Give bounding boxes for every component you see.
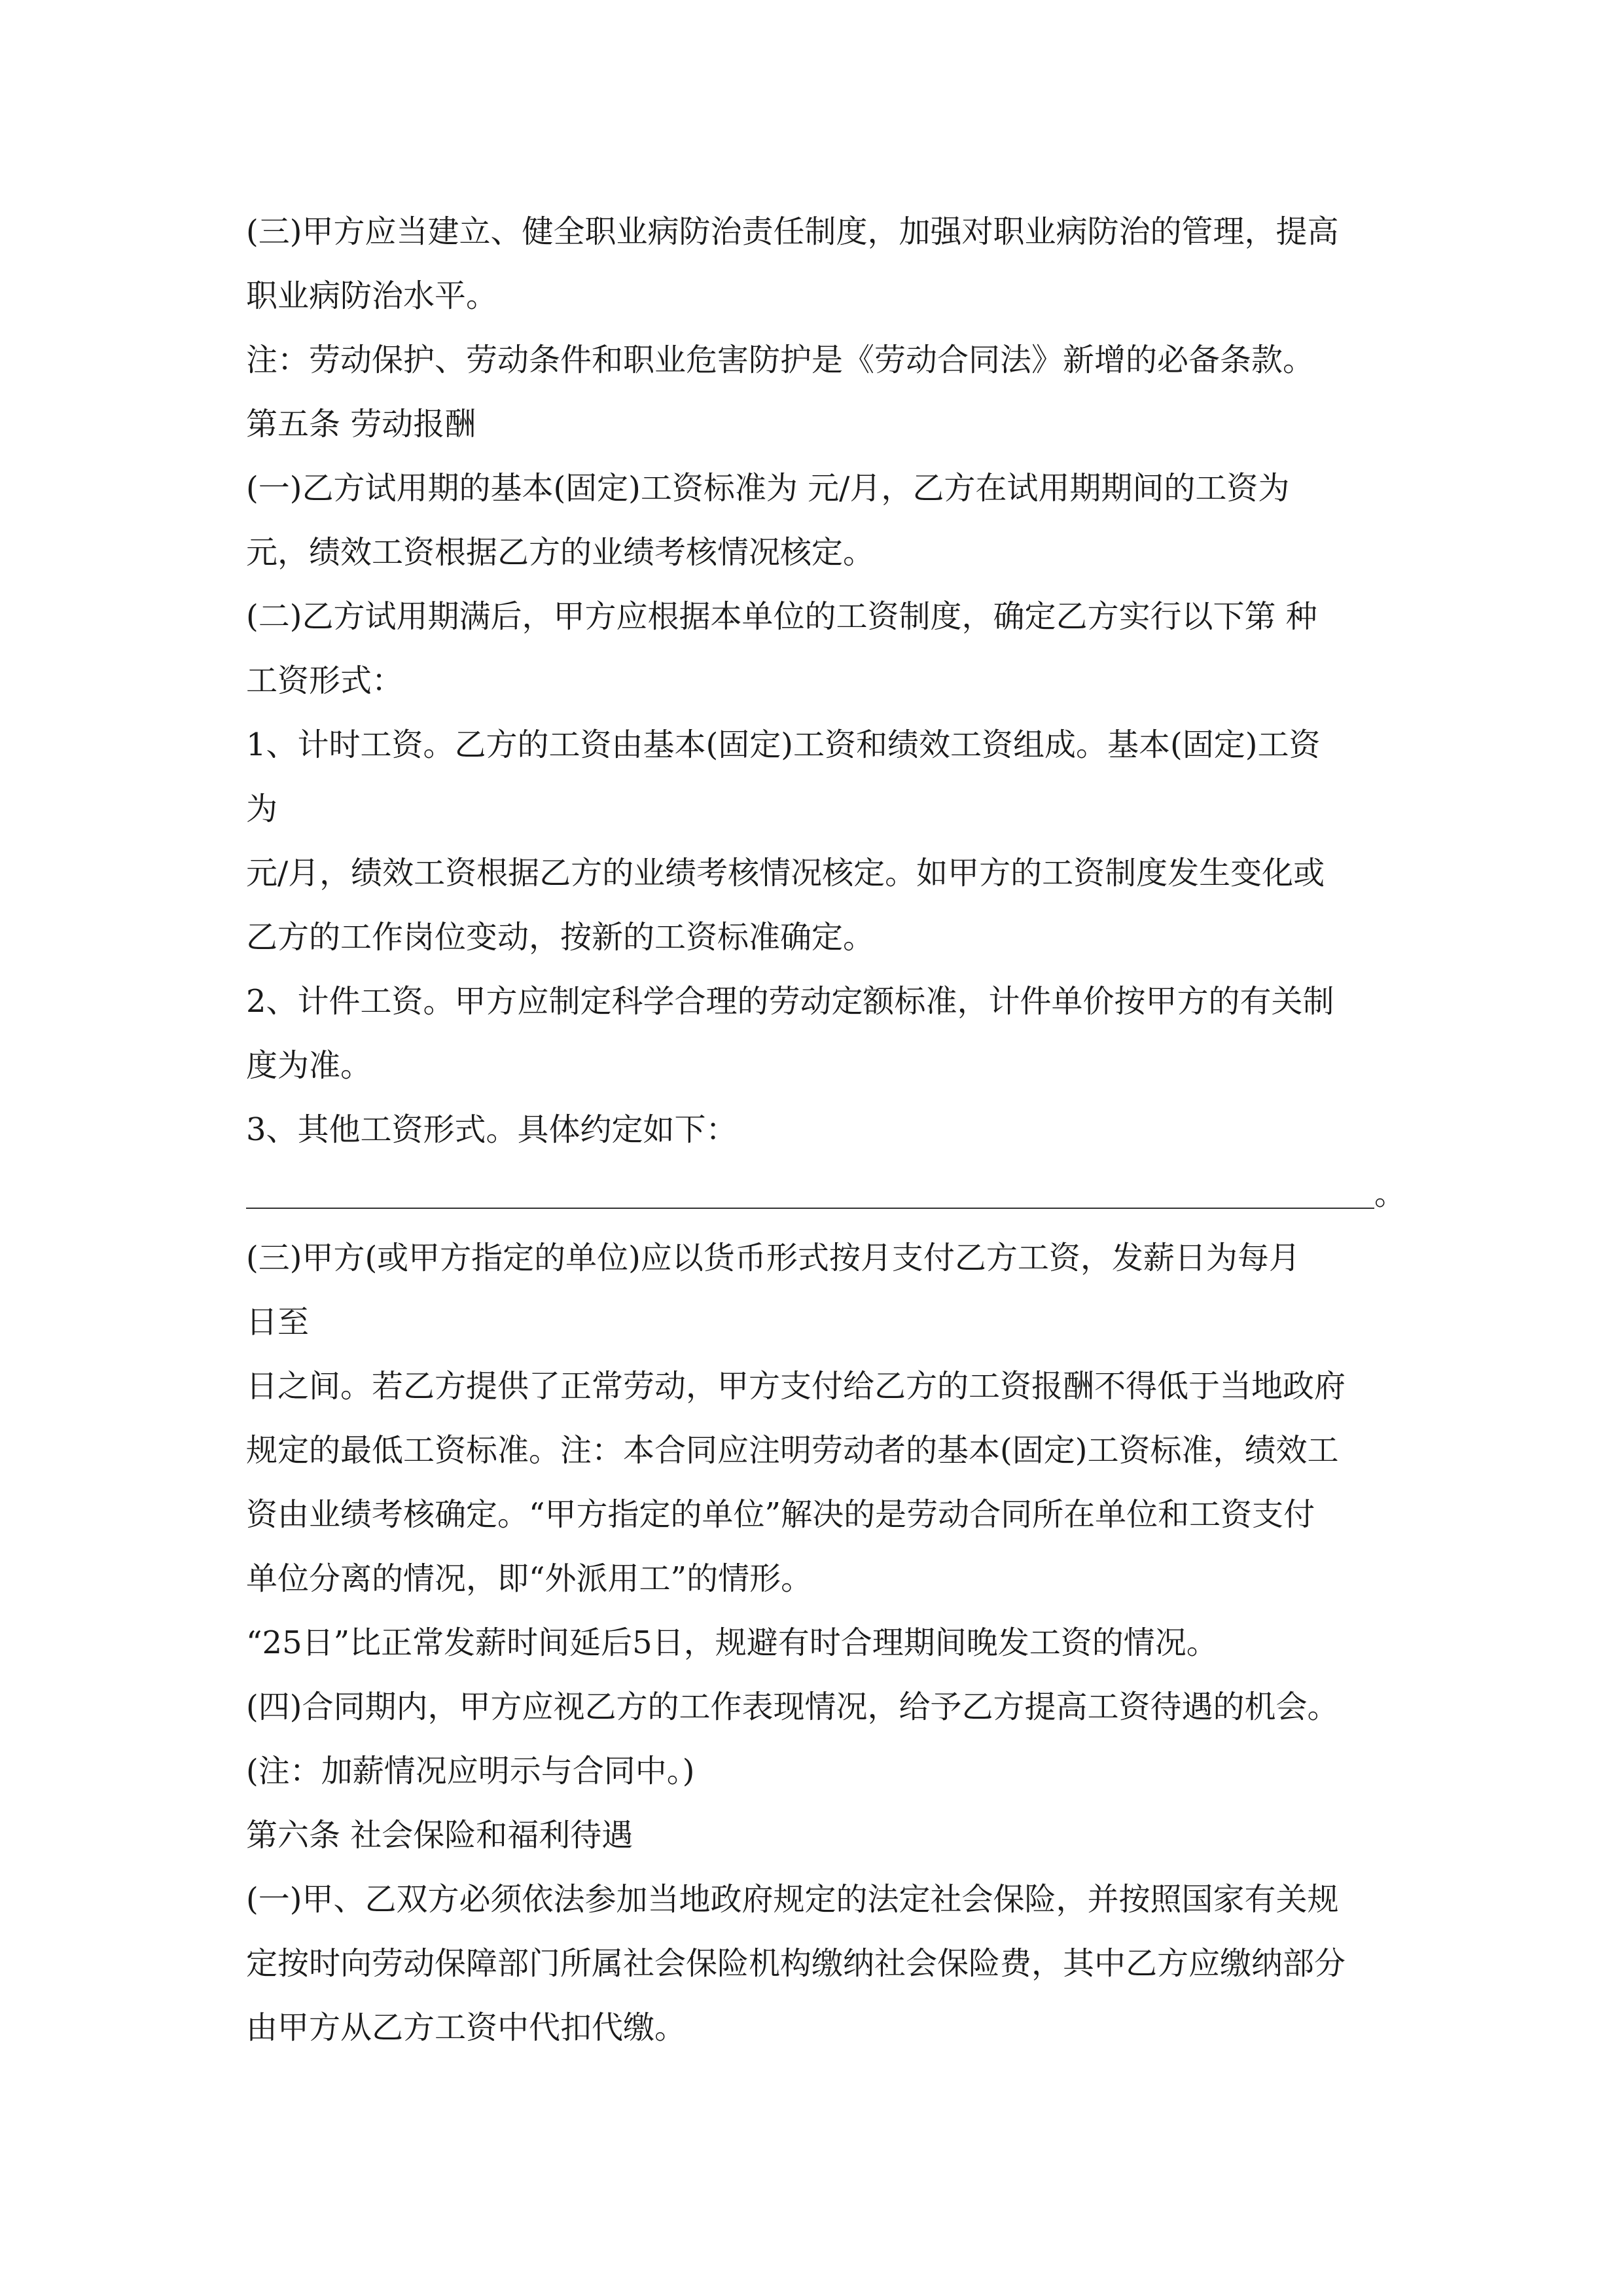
text-line: (三)甲方(或甲方指定的单位)应以货币形式按月支付乙方工资，发薪日为每月	[246, 1240, 1300, 1276]
text-line: 规定的最低工资标准。注：本合同应注明劳动者的基本(固定)工资标准，绩效工	[246, 1432, 1339, 1469]
text-line: 工资形式：	[246, 662, 404, 699]
text-line: (一)乙方试用期的基本(固定)工资标准为 元/月，乙方在试用期期间的工资为	[246, 470, 1290, 507]
text-line: 职业病防治水平。	[246, 278, 498, 314]
text-line: (三)甲方应当建立、健全职业病防治责任制度，加强对职业病防治的管理，提高	[246, 213, 1339, 250]
text-line: 单位分离的情况，即“外派用工”的情形。	[246, 1560, 813, 1597]
text-line: 日至	[246, 1304, 310, 1340]
contract-text	[246, 200, 1406, 2060]
text-line: (四)合同期内，甲方应视乙方的工作表现情况，给予乙方提高工资待遇的机会。	[246, 1689, 1339, 1725]
text-line: 定按时向劳动保障部门所属社会保险机构缴纳社会保险费，其中乙方应缴纳部分	[246, 1945, 1346, 1982]
note-line: (注：加薪情况应明示与合同中。)	[246, 1753, 695, 1789]
text-line: “25日”比正常发薪时间延后5日，规避有时合理期间晚发工资的情况。	[246, 1624, 1218, 1661]
text-line: 乙方的工作岗位变动，按新的工资标准确定。	[246, 919, 875, 956]
text-line: 元，绩效工资根据乙方的业绩考核情况核定。	[246, 534, 875, 571]
blank-end-mark: 。	[1374, 1175, 1406, 1212]
article-heading: 第五条 劳动报酬	[246, 406, 476, 442]
text-line: 1、计时工资。乙方的工资由基本(固定)工资和绩效工资组成。基本(固定)工资	[246, 726, 1321, 763]
text-line: 日之间。若乙方提供了正常劳动，甲方支付给乙方的工资报酬不得低于当地政府	[246, 1368, 1346, 1405]
note-line: 注：劳动保护、劳动条件和职业危害防护是《劳动合同法》新增的必备条款。	[246, 342, 1315, 378]
article-heading: 第六条 社会保险和福利待遇	[246, 1817, 633, 1854]
blank-underline	[246, 1208, 1374, 1209]
text-line: 元/月，绩效工资根据乙方的业绩考核情况核定。如甲方的工资制度发生变化或	[246, 855, 1325, 891]
text-line: (一)甲、乙双方必须依法参加当地政府规定的法定社会保险，并按照国家有关规	[246, 1881, 1339, 1918]
text-line: 2、计件工资。甲方应制定科学合理的劳动定额标准，计件单价按甲方的有关制	[246, 983, 1334, 1020]
fill-in-blank	[246, 1162, 1406, 1226]
text-line: 3、其他工资形式。具体约定如下：	[246, 1111, 738, 1148]
text-line: 为	[246, 791, 278, 827]
text-line: 度为准。	[246, 1047, 372, 1084]
text-line: (二)乙方试用期满后，甲方应根据本单位的工资制度，确定乙方实行以下第 种	[246, 598, 1317, 635]
text-line: 资由业绩考核确定。“甲方指定的单位”解决的是劳动合同所在单位和工资支付	[246, 1496, 1315, 1533]
text-line: 由甲方从乙方工资中代扣代缴。	[246, 2009, 687, 2046]
